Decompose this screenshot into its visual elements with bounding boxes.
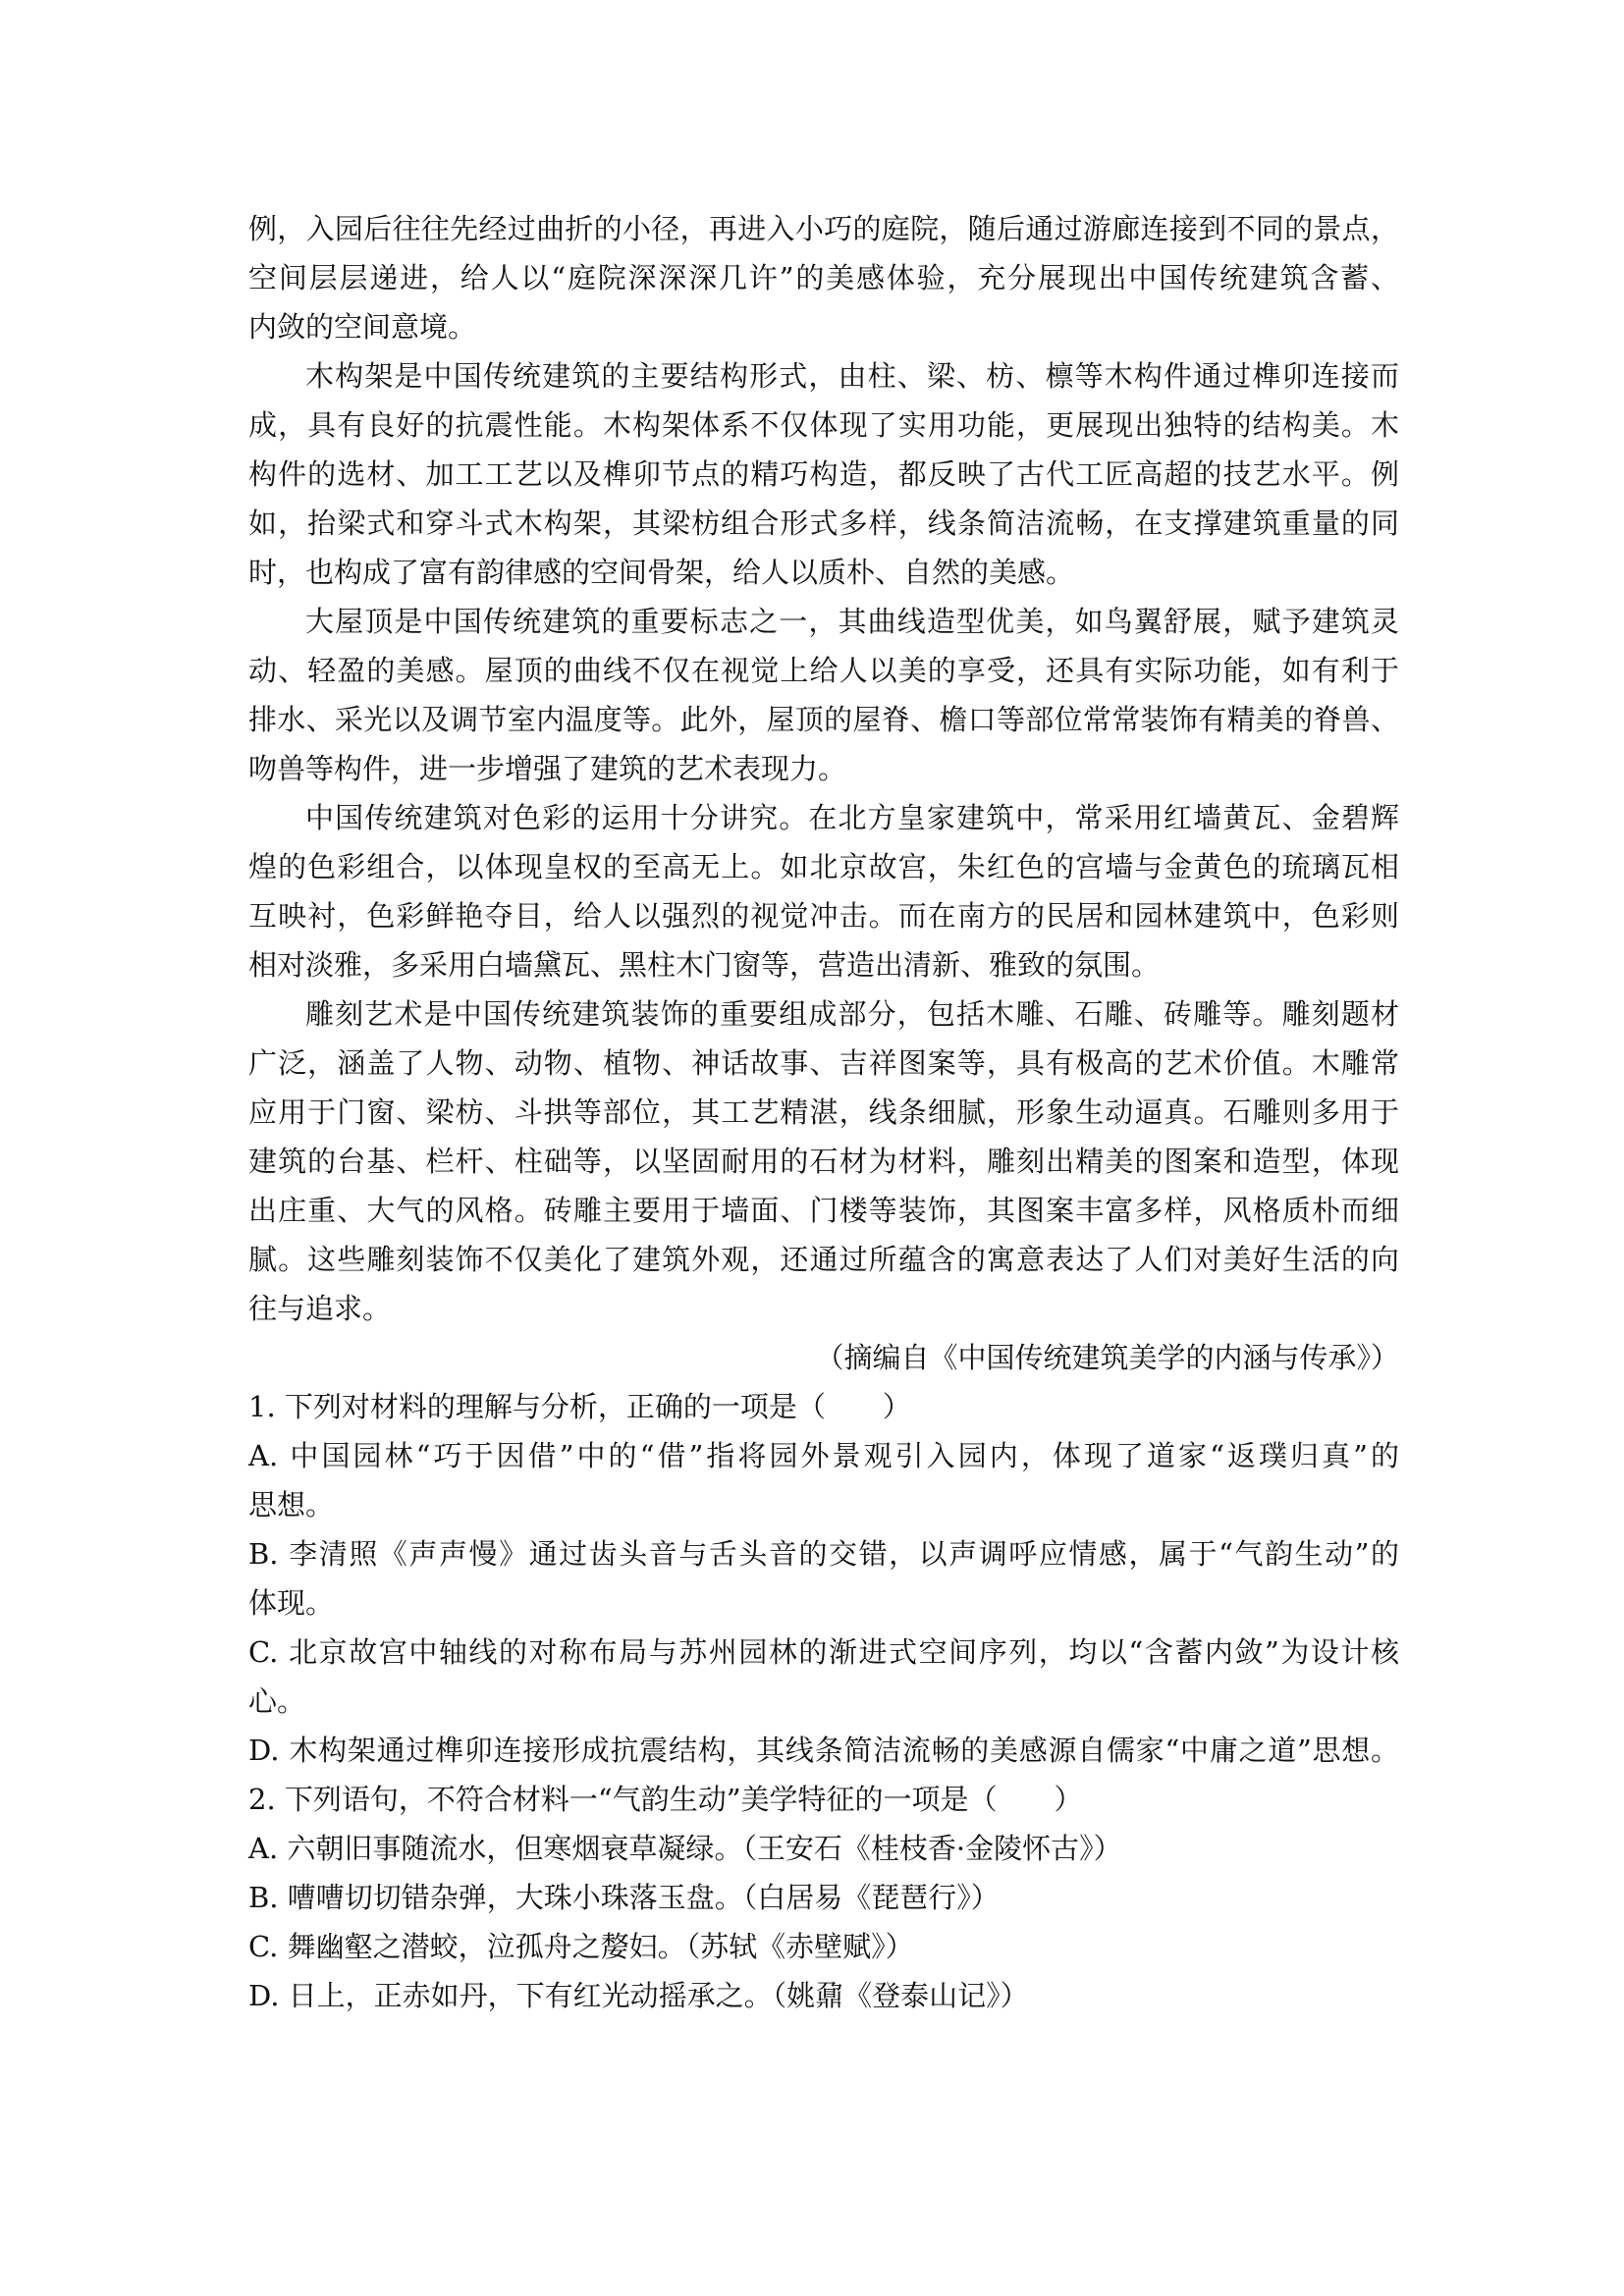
- text-line: 如，抬梁式和穿斗式木构架，其梁枋组合形式多样，线条简洁流畅，在支撑建筑重量的同: [248, 507, 1399, 540]
- text-line: 构件的选材、加工工艺以及榫卯节点的精巧构造，都反映了古代工匠高超的技艺水平。例: [248, 457, 1399, 491]
- text-line: 动、轻盈的美感。屋顶的曲线不仅在视觉上给人以美的享受，还具有实际功能，如有利于: [248, 654, 1399, 687]
- text-line: 互映衬，色彩鲜艳夺目，给人以强烈的视觉冲击。而在南方的民居和园林建筑中，色彩则: [248, 899, 1399, 933]
- text-line: 木构架是中国传统建筑的主要结构形式，由柱、梁、枋、檩等木构件通过榫卯连接而: [305, 359, 1399, 393]
- text-line: 空间层层递进，给人以“庭院深深深几许”的美感体验，充分展现出中国传统建筑含蓄、: [248, 261, 1399, 294]
- text-line: 往与追求。: [248, 1292, 392, 1325]
- text-line: 腻。这些雕刻装饰不仅美化了建筑外观，还通过所蕴含的寓意表达了人们对美好生活的向: [248, 1243, 1399, 1276]
- question-stem: 1. 下列对材料的理解与分析，正确的一项是（ ）: [248, 1390, 911, 1423]
- option-line: 心。: [248, 1684, 306, 1718]
- option-b: B. 嘈嘈切切错杂弹，大珠小珠落玉盘。（白居易《琵琶行》）: [248, 1881, 1000, 1914]
- text-line: 雕刻艺术是中国传统建筑装饰的重要组成部分，包括木雕、石雕、砖雕等。雕刻题材: [305, 997, 1399, 1031]
- text-line: 广泛，涵盖了人物、动物、植物、神话故事、吉祥图案等，具有极高的艺术价值。木雕常: [248, 1046, 1399, 1080]
- option-a: A. 六朝旧事随流水，但寒烟衰草凝绿。（王安石《桂枝香·金陵怀古》）: [248, 1832, 1122, 1865]
- source-citation: （摘编自《中国传统建筑美学的内涵与传承》）: [815, 1341, 1399, 1374]
- text-line: 大屋顶是中国传统建筑的重要标志之一，其曲线造型优美，如鸟翼舒展，赋予建筑灵: [305, 605, 1399, 638]
- paragraph: [248, 793, 1399, 989]
- text-line: 排水、采光以及调节室内温度等。此外，屋顶的屋脊、檐口等部位常常装饰有精美的脊兽、: [248, 703, 1399, 736]
- text-line: 相对淡雅，多采用白墙黛瓦、黑柱木门窗等，营造出清新、雅致的氛围。: [248, 948, 1161, 982]
- text-line: 例，入园后往往先经过曲折的小径，再进入小巧的庭院，随后通过游廊连接到不同的景点，: [248, 212, 1399, 245]
- document-page: [248, 204, 1399, 2020]
- text-line: 中国传统建筑对色彩的运用十分讲究。在北方皇家建筑中，常采用红墙黄瓦、金碧辉: [305, 801, 1399, 834]
- question-1: [248, 1382, 1399, 1775]
- text-line: 时，也构成了富有韵律感的空间骨架，给人以质朴、自然的美感。: [248, 556, 1075, 589]
- option-line: A. 中国园林“巧于因借”中的“借”指将园外景观引入园内，体现了道家“返璞归真”的: [248, 1439, 1399, 1472]
- option-line: B. 李清照《声声慢》通过齿头音与舌头音的交错，以声调呼应情感，属于“气韵生动”的: [248, 1537, 1399, 1571]
- question-2: [248, 1775, 1399, 2020]
- paragraph: [248, 351, 1399, 597]
- text-line: 煌的色彩组合，以体现皇权的至高无上。如北京故宫，朱红色的宫墙与金黄色的琉璃瓦相: [248, 850, 1399, 883]
- text-line: 吻兽等构件，进一步增强了建筑的艺术表现力。: [248, 752, 847, 785]
- option-line: D. 木构架通过榫卯连接形成抗震结构，其线条简洁流畅的美感源自儒家“中庸之道”思想。: [248, 1734, 1399, 1767]
- paragraph: [248, 204, 1399, 351]
- paragraph: [248, 597, 1399, 793]
- text-line: 成，具有良好的抗震性能。木构架体系不仅体现了实用功能，更展现出独特的结构美。木: [248, 408, 1399, 442]
- option-line: 思想。: [248, 1488, 335, 1522]
- option-c: C. 舞幽壑之潜蛟，泣孤舟之嫠妇。（苏轼《赤壁赋》）: [248, 1930, 914, 1963]
- option-line: 体现。: [248, 1586, 335, 1620]
- option-d: [248, 1726, 1399, 1775]
- option-c: [248, 1628, 1399, 1726]
- paragraph: [248, 989, 1399, 1333]
- option-d: D. 日上，正赤如丹，下有红光动摇承之。（姚鼐《登泰山记》）: [248, 1979, 1029, 2012]
- option-line: C. 北京故宫中轴线的对称布局与苏州园林的渐进式空间序列，均以“含蓄内敛”为设计核: [248, 1635, 1399, 1669]
- text-line: 应用于门窗、梁枋、斗拱等部位，其工艺精湛，线条细腻，形象生动逼真。石雕则多用于: [248, 1095, 1399, 1129]
- text-line: 内敛的空间意境。: [248, 310, 477, 344]
- question-stem: 2. 下列语句，不符合材料一“气韵生动”美学特征的一项是（ ）: [248, 1783, 1083, 1816]
- text-line: 建筑的台基、栏杆、柱础等，以坚固耐用的石材为材料，雕刻出精美的图案和造型，体现: [248, 1145, 1399, 1178]
- text-line: 出庄重、大气的风格。砖雕主要用于墙面、门楼等装饰，其图案丰富多样，风格质朴而细: [248, 1194, 1399, 1227]
- option-b: [248, 1529, 1399, 1628]
- option-a: [248, 1431, 1399, 1529]
